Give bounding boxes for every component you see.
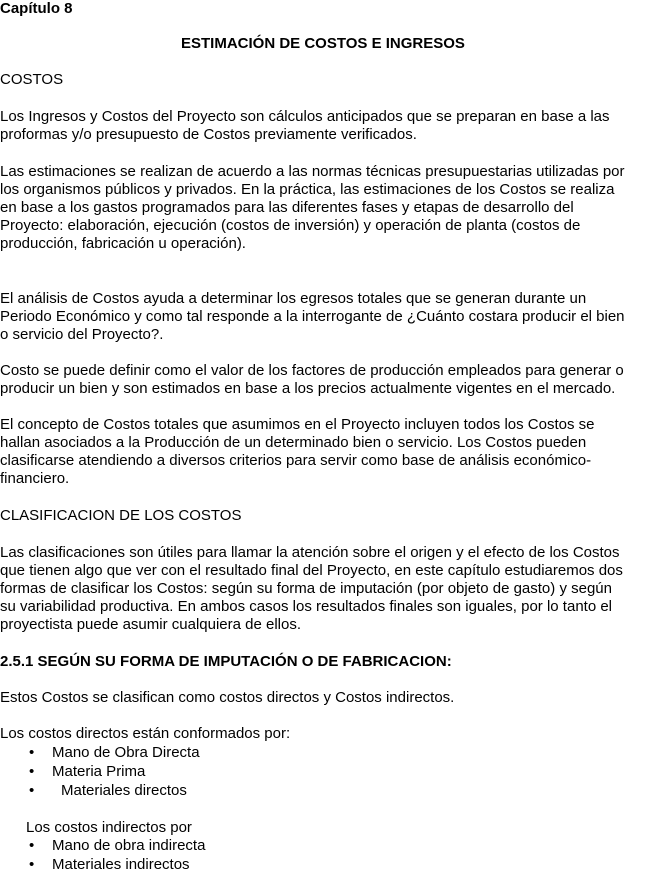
paragraph-line: o servicio del Proyecto?. (0, 326, 164, 343)
section-heading-costos: COSTOS (0, 71, 64, 88)
paragraph-line: Periodo Económico y como tal responde a la interrogante de ¿Cuánto costara producir el bien (0, 308, 625, 325)
paragraph-line: Las estimaciones se realizan de acuerdo a las normas técnicas presupuestarias utilizadas por (0, 163, 625, 180)
document-title: ESTIMACIÓN DE COSTOS E INGRESOS (181, 35, 465, 52)
paragraph-line: producción, fabricación u operación). (0, 235, 246, 252)
list-item-label: Mano de Obra Directa (52, 744, 200, 761)
list-item-label: Materiales indirectos (52, 856, 190, 873)
chapter-heading: Capítulo 8 (0, 0, 73, 17)
paragraph-line: Costo se puede definir como el valor de los factores de producción empleados para generar o (0, 362, 624, 379)
paragraph-line: Las clasificaciones son útiles para llamar la atención sobre el origen y el efecto de los Costos (0, 544, 620, 561)
section-heading-2-5-1: 2.5.1 SEGÚN SU FORMA DE IMPUTACIÓN O DE FABRICACION: (0, 653, 452, 670)
list-item-label: Materiales directos (61, 782, 187, 799)
paragraph-line: que tienen algo que ver con el resultado final del Proyecto, en este capítulo estudiaremos dos (0, 562, 623, 579)
bullet-icon: • (29, 837, 35, 854)
bullet-icon: • (29, 782, 35, 799)
paragraph-line: El concepto de Costos totales que asumimos en el Proyecto incluyen todos los Costos se (0, 416, 595, 433)
bullet-icon: • (29, 744, 35, 761)
paragraph-line: proyectista puede asumir cualquiera de ellos. (0, 616, 302, 633)
bullet-icon: • (29, 763, 35, 780)
paragraph-7: Estos Costos se clasifican como costos directos y Costos indirectos. (0, 689, 455, 706)
paragraph-line: hallan asociados a la Producción de un determinado bien o servicio. Los Costos pueden (0, 434, 587, 451)
indirectos-intro: Los costos indirectos por (26, 819, 192, 836)
paragraph-line: clasificarse atendiendo a diversos criterios para servir como base de análisis económico- (0, 452, 592, 469)
paragraph-line: producir un bien y son estimados en base a los precios actualmente vigentes en el mercado. (0, 380, 616, 397)
list-item-label: Materia Prima (52, 763, 146, 780)
paragraph-line: formas de clasificar los Costos: según su forma de imputación (por objeto de gasto) y según (0, 580, 612, 597)
list-item-label: Mano de obra indirecta (52, 837, 206, 854)
paragraph-line: El análisis de Costos ayuda a determinar los egresos totales que se generan durante un (0, 290, 587, 307)
paragraph-line: Proyecto: elaboración, ejecución (costos de inversión) y operación de planta (costos de (0, 217, 581, 234)
section-heading-clasificacion: CLASIFICACION DE LOS COSTOS (0, 507, 242, 524)
paragraph-line: financiero. (0, 470, 70, 487)
directos-intro: Los costos directos están conformados por: (0, 725, 291, 742)
bullet-icon: • (29, 856, 35, 873)
paragraph-line: Los Ingresos y Costos del Proyecto son cálculos anticipados que se preparan en base a las (0, 108, 610, 125)
paragraph-line: en base a los gastos programados para las diferentes fases y etapas de desarrollo del (0, 199, 574, 216)
paragraph-line: proformas y/o presupuesto de Costos previamente verificados. (0, 126, 417, 143)
paragraph-line: los organismos públicos y privados. En la práctica, las estimaciones de los Costos se realiza (0, 181, 615, 198)
paragraph-line: su variabilidad productiva. En ambos casos los resultados finales son iguales, por lo tanto el (0, 598, 613, 615)
